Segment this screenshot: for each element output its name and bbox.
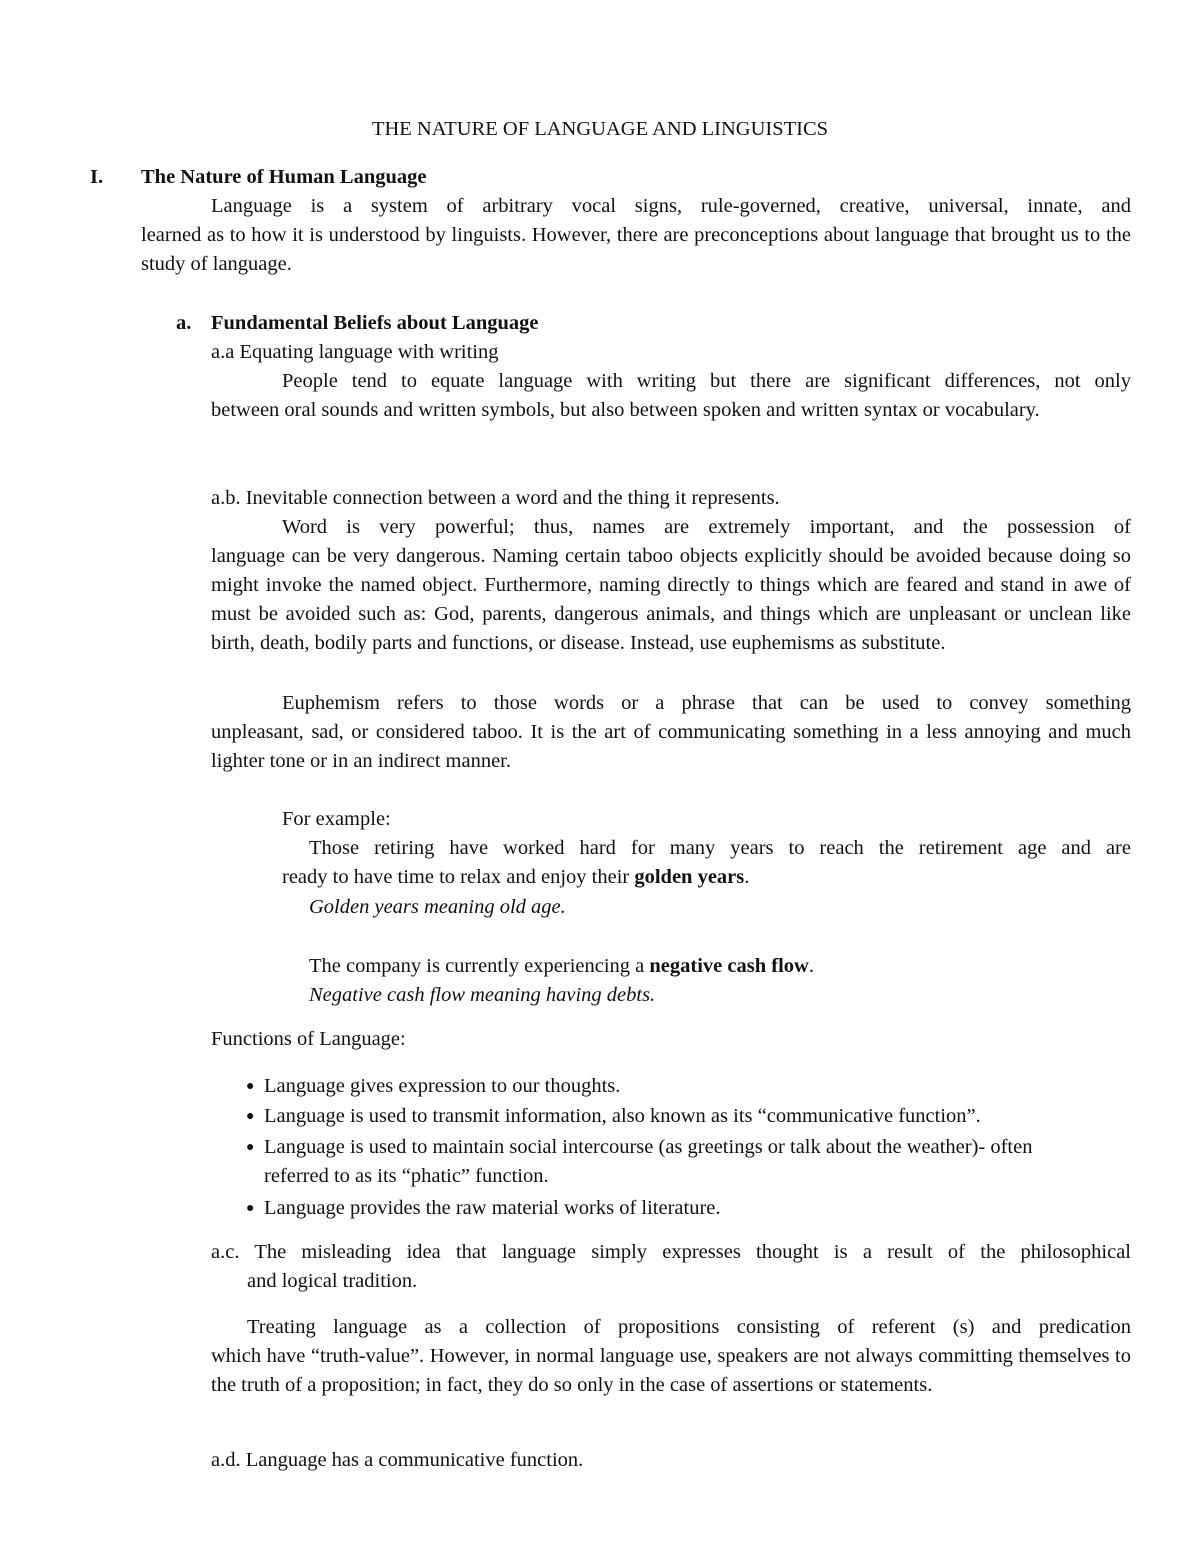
aa-heading: a.a Equating language with writing <box>211 341 499 363</box>
section-number: I. <box>90 166 104 188</box>
aa-para-first: People tend to equate language with writing but there are significant differences, not only <box>282 370 1131 392</box>
function-bullet <box>246 1102 1132 1131</box>
ab-paragraph-2 <box>211 689 1131 776</box>
ab-heading: a.b. Inevitable connection between a word and the thing it represents. <box>211 487 780 509</box>
section-heading: The Nature of Human Language <box>141 166 427 188</box>
intro-rest: learned as to how it is understood by linguists. However, there are preconceptions about language that brought us to the study of language. <box>141 224 1131 275</box>
ac-line-2: and logical tradition. <box>247 1270 418 1292</box>
aa-para-rest: between oral sounds and written symbols, but also between spoken and written syntax or vocabulary. <box>211 399 1040 421</box>
golden-years-term: golden years <box>634 866 745 888</box>
function-bullet-text: Language is used to transmit information, also known as its “communicative function”. <box>264 1105 981 1127</box>
function-bullet-text <box>264 1133 1132 1191</box>
ab-para2-first: Euphemism refers to those words or a phrase that can be used to convey something <box>282 692 1131 714</box>
bullet-icon: ● <box>246 1109 255 1124</box>
ab-paragraph-1 <box>211 513 1131 658</box>
function-bullet <box>246 1133 1132 1191</box>
example-2 <box>309 952 814 981</box>
example-1-text: ready to have time to relax and enjoy their <box>282 866 635 888</box>
intro-line-1: Language is a system of arbitrary vocal signs, rule-governed, creative, universal, innate, and <box>211 195 1131 217</box>
ab-para1-first: Word is very powerful; thus, names are extremely important, and the possession of <box>282 516 1131 538</box>
ac-heading <box>211 1238 1131 1296</box>
ad-heading: a.d. Language has a communicative function. <box>211 1449 584 1471</box>
negative-cash-flow-term: negative cash flow <box>649 955 809 977</box>
bullet-icon: ● <box>246 1201 255 1216</box>
ac-paragraph <box>211 1313 1131 1400</box>
example-1-line-2 <box>282 863 1131 892</box>
section-intro-paragraph <box>141 192 1131 279</box>
aa-paragraph <box>211 367 1131 425</box>
example-2-period: . <box>808 955 814 977</box>
function-bullet <box>246 1072 1132 1101</box>
functions-heading: Functions of Language: <box>211 1028 406 1050</box>
example-2-meaning: Negative cash flow meaning having debts. <box>309 984 656 1006</box>
ac-para-first: Treating language as a collection of propositions consisting of referent (s) and predication <box>247 1316 1131 1338</box>
ac-para-rest: which have “truth-value”. However, in normal language use, speakers are not always committing themselves to the truth of a proposition; in fact, they do so only in the case of assertions or statements. <box>211 1345 1131 1396</box>
function-bullet <box>246 1194 1132 1223</box>
example-2-text: The company is currently experiencing a <box>309 955 650 977</box>
example-1-line-1: Those retiring have worked hard for many years to reach the retirement age and are <box>309 837 1131 859</box>
subsection-heading: Fundamental Beliefs about Language <box>211 312 539 334</box>
bullet-icon: ● <box>246 1140 255 1155</box>
document-title: THE NATURE OF LANGUAGE AND LINGUISTICS <box>371 118 829 140</box>
example-1 <box>282 834 1131 892</box>
function-bullet-line: referred to as its “phatic” function. <box>264 1165 549 1187</box>
example-1-meaning: Golden years meaning old age. <box>309 896 566 918</box>
ab-para1-rest: language can be very dangerous. Naming certain taboo objects explicitly should be avoided because doing so might invoke the named object. Furthermore, naming directly to things which are feared and stand in awe of must be avoided such as: God, parents, dangerous animals, and things which are unpleasant or unclean like birth, death, bodily parts and functions, or disease. Instead, use euphemisms as substitute. <box>211 545 1131 654</box>
subsection-letter: a. <box>176 312 192 334</box>
example-1-period: . <box>744 866 750 888</box>
function-bullet-text: Language gives expression to our thoughts. <box>264 1075 621 1097</box>
function-bullet-line: Language is used to maintain social intercourse (as greetings or talk about the weather)- often <box>264 1136 1033 1158</box>
example-label: For example: <box>282 808 391 830</box>
ab-para2-rest: unpleasant, sad, or considered taboo. It is the art of communicating something in a less annoying and much lighter tone or in an indirect manner. <box>211 721 1131 772</box>
bullet-icon: ● <box>246 1079 255 1094</box>
function-bullet-text: Language provides the raw material works of literature. <box>264 1197 721 1219</box>
ac-line-1: a.c. The misleading idea that language simply expresses thought is a result of the philosophical <box>211 1241 1131 1263</box>
